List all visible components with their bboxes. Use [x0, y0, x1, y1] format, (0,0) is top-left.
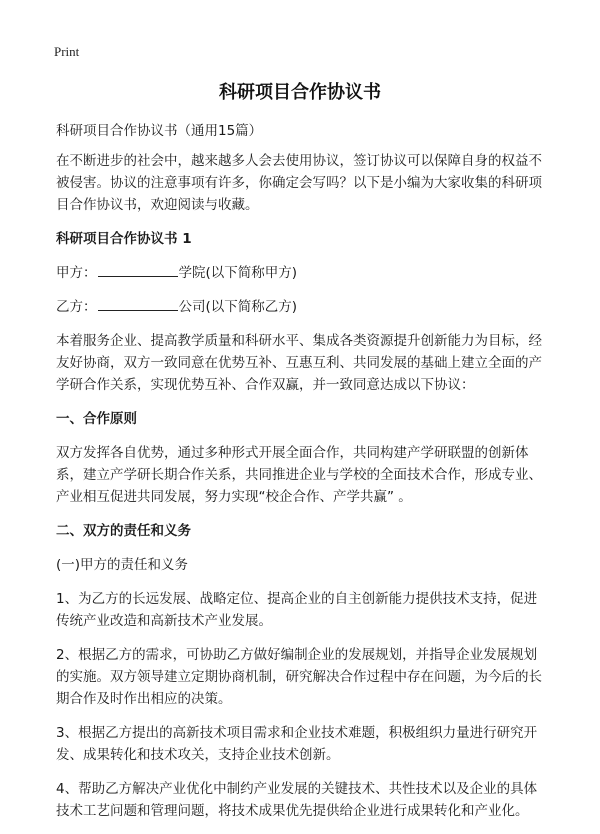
preamble-paragraph: 本着服务企业、提高教学质量和科研水平、集成各类资源提升创新能力为目标，经友好协商，双方一致同意在优势互补、互惠互利、共同发展的基础上建立全面的产学研合作关系，实现优势互补、合作双赢，并一致同意达成以下协议： [56, 333, 542, 393]
party-b-line [56, 296, 548, 318]
list-item: 4、帮助乙方解决产业优化中制约产业发展的关键技术、共性技术以及企业的具体技术工艺问题和管理问题，将技术成果优先提供给企业进行成果转化和产业化。 [56, 781, 538, 819]
party-a-line [56, 262, 548, 284]
party-b-blank [98, 296, 178, 311]
party-a-blank [98, 262, 178, 277]
heading-principles: 一、合作原则 [56, 411, 137, 427]
party-a-suffix: 学院(以下简称甲方) [178, 265, 298, 281]
document-title: 科研项目合作协议书 [219, 82, 381, 103]
list-item: 2、根据乙方的需求，可协助乙方做好编制企业的发展规划，并指导企业发展规划的实施。双方领导建立定期协商机制，研究解决合作过程中存在问题，为今后的长期合作及时作出相应的决策。 [56, 647, 542, 707]
principle-paragraph: 双方发挥各自优势，通过多种形式开展全面合作，共同构建产学研联盟的创新体系，建立产学研长期合作关系，共同推进企业与学校的全面技术合作，形成专业、产业相互促进共同发展，努力实现“校企合作、产学共赢” 。 [56, 445, 542, 505]
party-b-suffix: 公司(以下简称乙方) [178, 299, 298, 315]
print-link[interactable]: Print [54, 44, 80, 59]
party-a-label: 甲方： [56, 265, 97, 281]
intro-paragraph: 在不断进步的社会中，越来越多人会去使用协议，签订协议可以保障自身的权益不被侵害。协议的注意事项有许多，你确定会写吗？以下是小编为大家收集的科研项目合作协议书，欢迎阅读与收藏。 [56, 153, 542, 213]
section-title: 科研项目合作协议书 1 [56, 231, 192, 247]
sub-heading-party-a: (一)甲方的责任和义务 [56, 557, 189, 573]
party-b-label: 乙方： [56, 299, 97, 315]
list-item: 1、为乙方的长远发展、战略定位、提高企业的自主创新能力提供技术支持，促进传统产业改造和高新技术产业发展。 [56, 591, 538, 629]
document-subtitle: 科研项目合作协议书（通用15篇） [56, 123, 263, 139]
heading-responsibilities: 二、双方的责任和义务 [56, 523, 191, 539]
list-item: 3、根据乙方提出的高新技术项目需求和企业技术难题，积极组织力量进行研究开发、成果转化和技术攻关，支持企业技术创新。 [56, 725, 538, 763]
document-body [56, 120, 548, 834]
